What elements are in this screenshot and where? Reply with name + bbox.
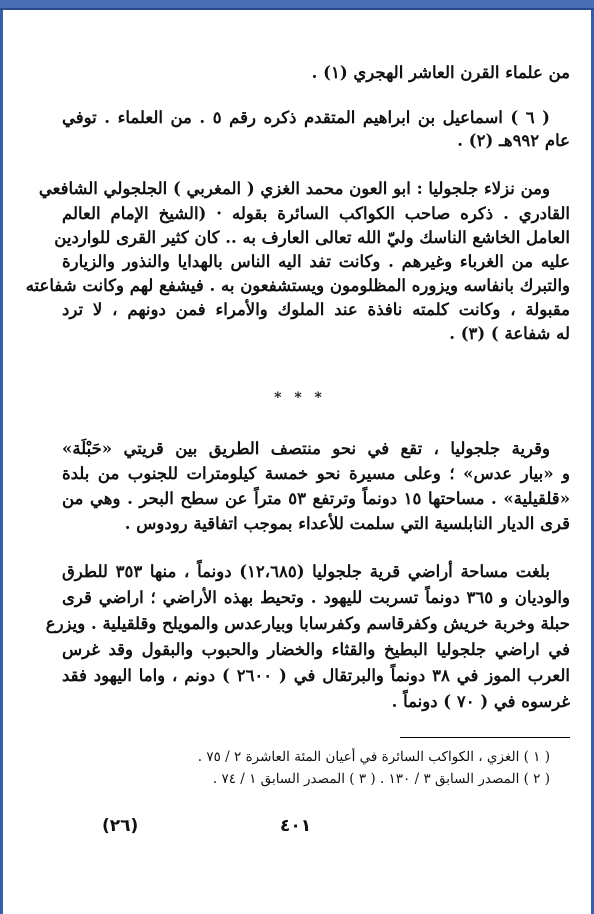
window-top-border [0,0,594,10]
footnote-rule [400,737,570,738]
text-line: له شفاعة ) (٣) . [449,324,570,343]
text-line: عام ٩٩٢هـ (٢) . [457,131,570,150]
print-page-number: (٢٦) [102,816,139,836]
text-line: ( ٦ ) اسماعيل بن ابراهيم المتقدم ذكره رقم ٥ . من العلماء . توفي [62,108,550,127]
text-line: القادري . ذكره صاحب الكواكب السائرة بقوله · (الشيخ الإمام العالم [62,204,570,223]
document-page [10,10,590,914]
text-line: و «بيار عدس» ؛ وعلى مسيرة نحو خمسة كيلومترات للجنوب من بلدة [62,464,570,483]
text-line: وقرية جلجوليا ، تقع في نحو منتصف الطريق بين قريتي «حَبْلَة» [62,439,550,458]
text-line: العرب الموز في ٣٨ دونماً والبرتقال في ( ٢٦٠٠ ) دونم ، واما اليهود فقد [62,666,570,685]
text-line: عليه من الغرباء وغيرهم . وكانت تفد اليه الناس بالهدايا والنذور والزيارة [62,252,570,271]
text-line: في اراضي جلجوليا البطيخ والقثاء والخضار والحبوب والبقول وقد غرس [62,640,570,659]
text-line: حبلة وخربة خريش وكفرقاسم وكفرسابا وبيارعدس والمويلح وقلقيلية . ويزرع [45,614,570,633]
text-line: غرسوه في ( ٧٠ ) دونماً . [391,692,570,711]
text-line: «قلقيلية» . مساحتها ١٥ دونماً وترتفع ٥٣ متراً عن سطح البحر . وهي من [62,489,571,508]
book-page-number: ٤٠١ [280,816,312,836]
text-line: من علماء القرن العاشر الهجري (١) . [311,63,570,82]
text-line: قرى الديار النابلسية التي سلمت للأعداء بموجب اتفاقية رودوس . [124,514,570,533]
footnote: ( ١ ) الغزي ، الكواكب السائرة في أعيان المئة العاشرة ٢ / ٧٥ . [197,749,550,765]
window-left-border [0,10,3,914]
text-line: بلغت مساحة أراضي قرية جلجوليا (١٢،٦٨٥) دونماً ، منها ٣٥٣ للطرق [62,562,550,581]
section-separator: * * * [274,390,326,406]
text-line: والوديان و ٣٦٥ دونماً تسربت لليهود . وتحيط بهذه الأراضي ؛ اراضي قرى [62,588,570,607]
footnote: ( ٢ ) المصدر السابق ٣ / ١٣٠ . ( ٣ ) المصدر السابق ١ / ٧٤ . [212,771,550,787]
text-line: والتبرك بانفاسه ويزوره المظلومون ويستشفعون به . فيشفع لهم وكانت شفاعته [25,276,570,295]
text-line: ومن نزلاء جلجوليا : ابو العون محمد الغزي ( المغربي ) الجلجولي الشافعي [38,179,550,198]
text-line: العامل الخاشع الناسك وليّ الله تعالى العارف به .. كان كثير القرى للواردين [54,228,570,247]
text-line: مقبولة ، وكانت كلمته نافذة عند الملوك والأمراء فمن دونهم ، لا ترد [62,300,570,319]
